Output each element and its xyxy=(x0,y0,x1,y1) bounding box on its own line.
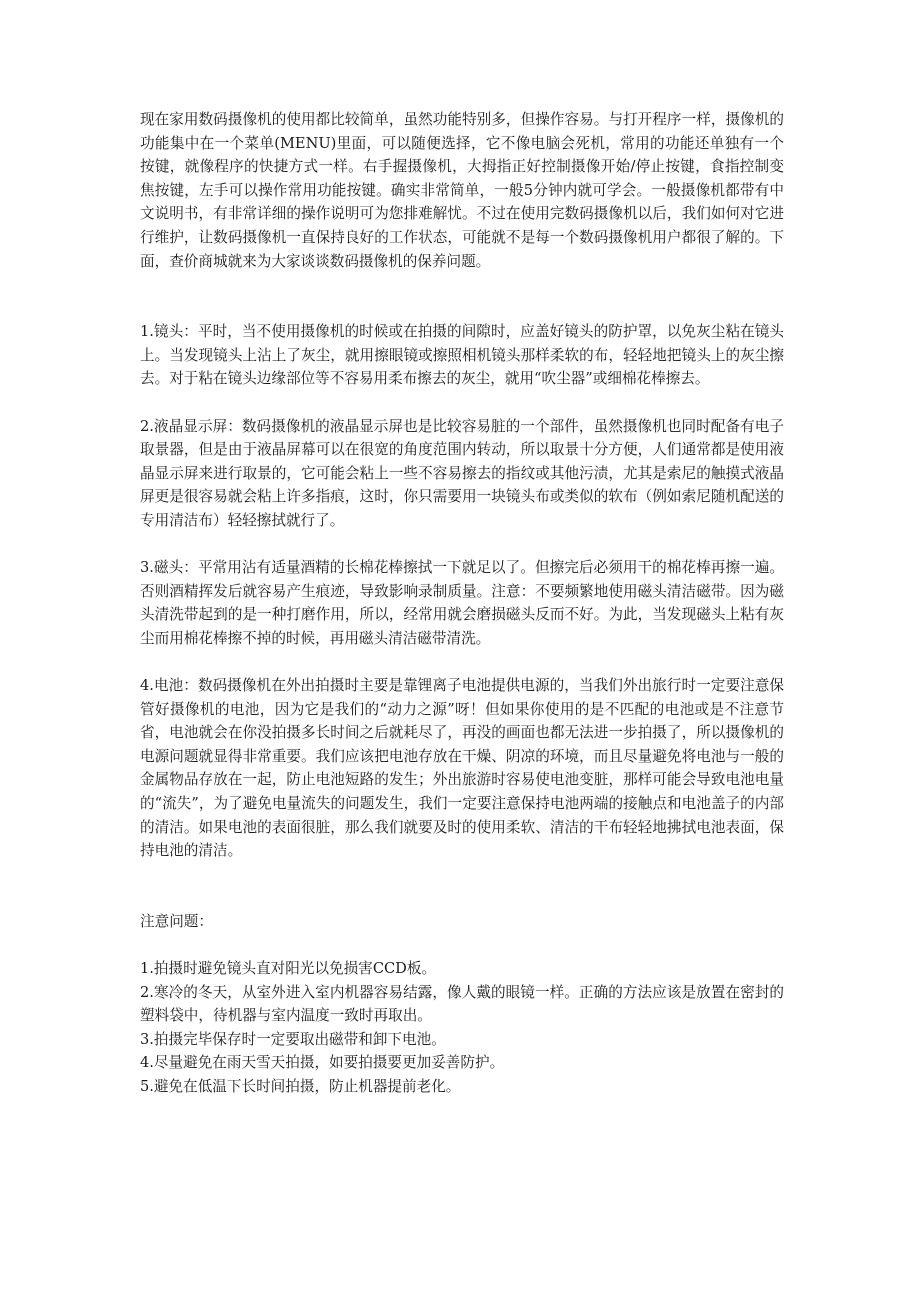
notes-title: 注意问题： xyxy=(140,912,213,930)
spacer xyxy=(140,533,784,557)
document-page xyxy=(140,108,784,1099)
note-item: 1.拍摄时避免镜头直对阳光以免损害CCD板。 xyxy=(140,960,437,977)
section-lens: 1.镜头：平时，当不使用摄像机的时候或在拍摄的间隙时，应盖好镜头的防护罩，以免灰尘粘在镜头上。当发现镜头上沾上了灰尘，就用擦眼镜或擦照相机镜头那样柔软的布，轻轻地把镜头上的灰尘擦去。对于粘在镜头边缘部位等不容易用柔布擦去的灰尘，就用“吹尘器”或细棉花棒擦去。 xyxy=(140,323,784,388)
note-item: 5.避免在低温下长时间拍摄，防止机器提前老化。 xyxy=(140,1077,461,1095)
spacer xyxy=(140,391,784,415)
spacer xyxy=(140,273,784,320)
intro-paragraph: 现在家用数码摄像机的使用都比较简单，虽然功能特别多，但操作容易。与打开程序一样，摄像机的功能集中在一个菜单(MENU)里面，可以随便选择，它不像电脑会死机，常用的功能还单独有一个按键，就像程序的快捷方式一样。右手握摄像机，大拇指正好控制摄像开始/停止按键，食指控制变焦按键，左手可以操作常用功能按键。确实非常简单，一般5分钟内就可学会。一般摄像机都带有中文说明书，有非常详细的操作说明可为您排难解忧。不过在使用完数码摄像机以后，我们如何对它进行维护，让数码摄像机一直保持良好的工作状态，可能就不是每一个数码摄像机用户都很了解的。下面，查价商城就来为大家谈谈数码摄像机的保养问题。 xyxy=(140,111,784,270)
section-battery: 4.电池：数码摄像机在外出拍摄时主要是靠锂离子电池提供电源的，当我们外出旅行时一定要注意保管好摄像机的电池，因为它是我们的“动力之源”呀！但如果你使用的是不匹配的电池或是不注意节省，电池就会在你没拍摄多长时间之后就耗尽了，再没的画面也都无法进一步拍摄了，所以摄像机的电源问题就显得非常重要。我们应该把电池存放在干燥、阴凉的环境，而且尽量避免将电池与一般的金属物品存放在一起，防止电池短路的发生；外出旅游时容易使电池变脏，那样可能会导致电池电量的“流失”，为了避免电量流失的问题发生，我们一定要注意保持电池两端的接触点和电池盖子的内部的清洁。如果电池的表面很脏，那么我们就要及时的使用柔软、清洁的干布轻轻地拂拭电池表面，保持电池的清洁。 xyxy=(140,677,784,860)
section-lcd: 2.液晶显示屏：数码摄像机的液晶显示屏也是比较容易脏的一个部件，虽然摄像机也同时配备有电子取景器，但是由于液晶屏幕可以在很宽的角度范围内转动，所以取景十分方便，人们通常都是使用液晶显示屏来进行取景的，它可能会粘上一些不容易擦去的指纹或其他污渍，尤其是索尼的触摸式液晶屏更是很容易就会粘上许多指痕，这时，你只需要用一块镜头布或类似的软布（例如索尼随机配送的专用清洁布）轻轻擦拭就行了。 xyxy=(140,417,784,529)
note-item: 4.尽量避免在雨天雪天拍摄，如要拍摄要更加妥善防护。 xyxy=(140,1054,505,1072)
note-item: 2.寒冷的冬天，从室外进入室内机器容易结露，像人戴的眼镜一样。正确的方法应该是放置在密封的塑料袋中，待机器与室内温度一致时再取出。 xyxy=(140,983,784,1025)
spacer xyxy=(140,863,784,910)
section-head: 3.磁头：平常用沾有适量酒精的长棉花棒擦拭一下就足以了。但擦完后必须用干的棉花棒再擦一遍。否则酒精挥发后就容易产生痕迹，导致影响录制质量。注意：不要频繁地使用磁头清洁磁带。因为磁头清洗带起到的是一种打磨作用，所以，经常用就会磨损磁头反而不好。为此，当发现磁头上粘有灰尘而用棉花棒擦不掉的时候，再用磁头清洁磁带清洗。 xyxy=(140,559,784,647)
notes-list xyxy=(140,957,784,1099)
spacer xyxy=(140,650,784,674)
spacer xyxy=(140,933,784,957)
note-item: 3.拍摄完毕保存时一定要取出磁带和卸下电池。 xyxy=(140,1030,446,1048)
